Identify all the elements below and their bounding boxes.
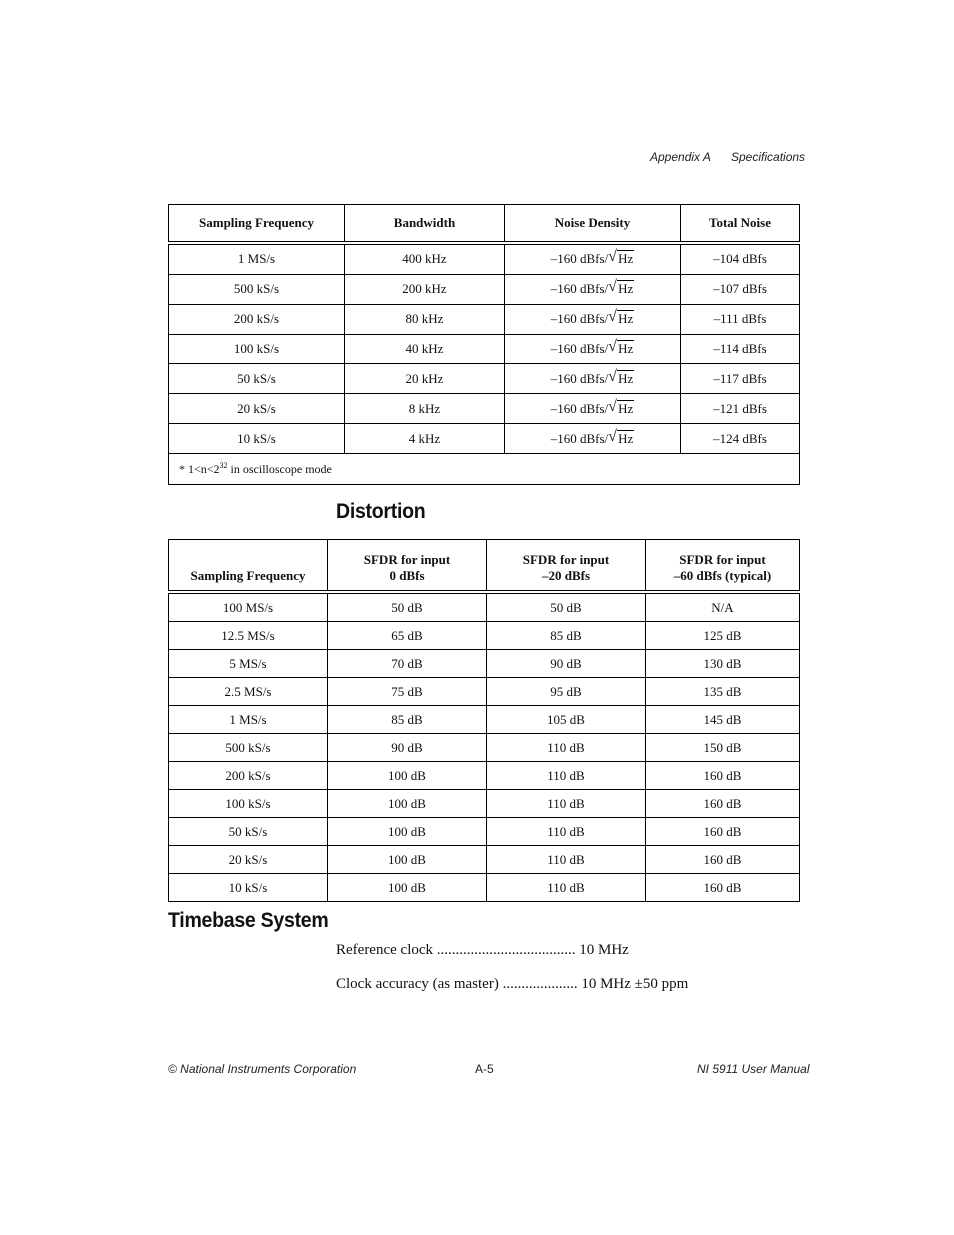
noise-density-cell xyxy=(505,424,681,454)
distortion-cell: 85 dB xyxy=(487,622,646,650)
sqrt-hz xyxy=(608,338,634,357)
noise-header-cell: Bandwidth xyxy=(345,205,505,244)
header-line2: –20 dBfs xyxy=(541,568,591,583)
sqrt-icon: √ xyxy=(608,248,617,266)
sqrt-icon: √ xyxy=(608,397,617,415)
table-row xyxy=(169,818,800,846)
distortion-cell: 12.5 MS/s xyxy=(169,622,328,650)
distortion-cell: 110 dB xyxy=(487,874,646,902)
footer-copyright: © National Instruments Corporation xyxy=(168,1062,357,1076)
sqrt-icon: √ xyxy=(608,367,617,385)
header-line1: SFDR for input xyxy=(363,552,451,567)
distortion-header-cell xyxy=(487,540,646,593)
noise-bandwidth-cell: 80 kHz xyxy=(345,304,505,334)
table-row xyxy=(169,394,800,424)
spec-reference-clock: Reference clock ..................................... 10 MHz xyxy=(336,942,629,958)
noise-freq-cell: 50 kS/s xyxy=(169,364,345,394)
density-unit: Hz xyxy=(618,370,634,386)
noise-total-cell: –107 dBfs xyxy=(681,274,800,304)
distortion-cell: 10 kS/s xyxy=(169,874,328,902)
noise-footnote xyxy=(169,454,800,485)
noise-density-cell xyxy=(505,364,681,394)
noise-freq-cell: 1 MS/s xyxy=(169,243,345,274)
density-unit: Hz xyxy=(618,281,634,297)
spec-clock-accuracy: Clock accuracy (as master) .................... 10 MHz ±50 ppm xyxy=(336,976,689,992)
distortion-cell: 50 dB xyxy=(487,592,646,622)
distortion-cell: 50 kS/s xyxy=(169,818,328,846)
footer-page-number: A-5 xyxy=(475,1062,494,1076)
distortion-cell: 200 kS/s xyxy=(169,762,328,790)
distortion-cell: 145 dB xyxy=(646,706,800,734)
distortion-cell: 65 dB xyxy=(328,622,487,650)
noise-header-cell: Noise Density xyxy=(505,205,681,244)
noise-header-row xyxy=(169,205,800,244)
noise-bandwidth-cell: 20 kHz xyxy=(345,364,505,394)
distortion-title: Distortion xyxy=(336,500,426,523)
distortion-cell: 70 dB xyxy=(328,650,487,678)
noise-table xyxy=(168,204,800,485)
sqrt-icon: √ xyxy=(608,338,617,355)
sqrt-hz xyxy=(608,367,634,387)
distortion-cell: 1 MS/s xyxy=(169,706,328,734)
density-prefix: –160 dBfs/ xyxy=(550,430,609,446)
noise-body xyxy=(169,243,800,454)
noise-header-cell: Sampling Frequency xyxy=(169,205,345,244)
distortion-cell: 100 dB xyxy=(328,846,487,874)
density-unit: Hz xyxy=(618,430,634,446)
noise-bandwidth-cell: 400 kHz xyxy=(345,243,505,274)
distortion-cell: N/A xyxy=(646,592,800,622)
table-row xyxy=(169,592,800,622)
table-row xyxy=(169,650,800,678)
header-line1: Sampling Frequency xyxy=(190,568,306,583)
sqrt-icon: √ xyxy=(608,427,617,445)
noise-bandwidth-cell: 4 kHz xyxy=(345,424,505,454)
table-row xyxy=(169,790,800,818)
noise-freq-cell: 500 kS/s xyxy=(169,274,345,304)
noise-total-cell: –117 dBfs xyxy=(681,364,800,394)
noise-density-cell xyxy=(505,243,681,274)
distortion-cell: 130 dB xyxy=(646,650,800,678)
footnote-suffix: in oscilloscope mode xyxy=(227,462,332,476)
noise-header-cell: Total Noise xyxy=(681,205,800,244)
sqrt-hz xyxy=(608,248,634,267)
noise-freq-cell: 20 kS/s xyxy=(169,394,345,424)
density-unit: Hz xyxy=(618,400,634,416)
density-prefix: –160 dBfs/ xyxy=(550,370,609,386)
noise-freq-cell: 200 kS/s xyxy=(169,304,345,334)
table-row xyxy=(169,424,800,454)
distortion-header-cell xyxy=(328,540,487,593)
noise-freq-cell: 100 kS/s xyxy=(169,334,345,364)
distortion-cell: 2.5 MS/s xyxy=(169,678,328,706)
header-appendix: Appendix A xyxy=(650,150,711,164)
distortion-cell: 50 dB xyxy=(328,592,487,622)
distortion-table xyxy=(168,539,800,902)
distortion-cell: 110 dB xyxy=(487,734,646,762)
header-line1: SFDR for input xyxy=(522,552,610,567)
distortion-header-row xyxy=(169,540,800,593)
density-prefix: –160 dBfs/ xyxy=(550,281,609,297)
distortion-cell: 160 dB xyxy=(646,818,800,846)
distortion-cell: 500 kS/s xyxy=(169,734,328,762)
noise-density-cell xyxy=(505,394,681,424)
timebase-title: Timebase System xyxy=(168,909,329,932)
density-unit: Hz xyxy=(618,251,634,267)
table-row xyxy=(169,706,800,734)
noise-freq-cell: 10 kS/s xyxy=(169,424,345,454)
distortion-body xyxy=(169,592,800,902)
noise-total-cell: –124 dBfs xyxy=(681,424,800,454)
table-row xyxy=(169,334,800,364)
sqrt-hz xyxy=(608,427,634,447)
table-row xyxy=(169,274,800,304)
distortion-cell: 100 dB xyxy=(328,790,487,818)
table-row xyxy=(169,874,800,902)
distortion-cell: 90 dB xyxy=(487,650,646,678)
distortion-cell: 20 kS/s xyxy=(169,846,328,874)
table-row xyxy=(169,678,800,706)
distortion-cell: 160 dB xyxy=(646,874,800,902)
distortion-cell: 160 dB xyxy=(646,762,800,790)
header-line1: SFDR for input xyxy=(679,552,766,567)
sqrt-icon: √ xyxy=(608,308,617,326)
noise-density-cell xyxy=(505,304,681,334)
distortion-cell: 160 dB xyxy=(646,846,800,874)
distortion-cell: 100 dB xyxy=(328,874,487,902)
distortion-cell: 125 dB xyxy=(646,622,800,650)
density-prefix: –160 dBfs/ xyxy=(550,311,609,327)
footnote-sup: 32 xyxy=(219,461,228,470)
noise-total-cell: –121 dBfs xyxy=(681,394,800,424)
density-prefix: –160 dBfs/ xyxy=(550,341,609,356)
distortion-cell: 110 dB xyxy=(487,818,646,846)
footnote-prefix: * 1<n<2 xyxy=(179,462,220,476)
table-row xyxy=(169,734,800,762)
header-section: Specifications xyxy=(731,150,806,164)
distortion-cell: 100 dB xyxy=(328,762,487,790)
table-row xyxy=(169,762,800,790)
table-row xyxy=(169,364,800,394)
table-row xyxy=(169,243,800,274)
table-row xyxy=(169,304,800,334)
distortion-cell: 5 MS/s xyxy=(169,650,328,678)
distortion-cell: 100 kS/s xyxy=(169,790,328,818)
header-line2: 0 dBfs xyxy=(389,568,425,583)
distortion-cell: 95 dB xyxy=(487,678,646,706)
sqrt-hz xyxy=(608,308,634,327)
distortion-header-cell xyxy=(169,540,328,593)
noise-density-cell xyxy=(505,334,681,364)
distortion-cell: 135 dB xyxy=(646,678,800,706)
distortion-cell: 110 dB xyxy=(487,790,646,818)
distortion-cell: 100 dB xyxy=(328,818,487,846)
noise-total-cell: –114 dBfs xyxy=(681,334,800,364)
distortion-cell: 85 dB xyxy=(328,706,487,734)
noise-bandwidth-cell: 40 kHz xyxy=(345,334,505,364)
header-line2: –60 dBfs (typical) xyxy=(673,568,772,583)
distortion-cell: 110 dB xyxy=(487,762,646,790)
density-prefix: –160 dBfs/ xyxy=(550,400,609,416)
distortion-cell: 105 dB xyxy=(487,706,646,734)
sqrt-icon: √ xyxy=(608,278,617,296)
noise-total-cell: –104 dBfs xyxy=(681,243,800,274)
noise-density-cell xyxy=(505,274,681,304)
distortion-header-cell xyxy=(646,540,800,593)
sqrt-hz xyxy=(608,397,634,417)
table-row xyxy=(169,622,800,650)
footer-manual-title: NI 5911 User Manual xyxy=(697,1062,810,1076)
noise-footnote-row xyxy=(169,454,800,485)
noise-total-cell: –111 dBfs xyxy=(681,304,800,334)
distortion-cell: 90 dB xyxy=(328,734,487,762)
distortion-cell: 100 MS/s xyxy=(169,592,328,622)
distortion-cell: 160 dB xyxy=(646,790,800,818)
density-unit: Hz xyxy=(618,311,634,327)
distortion-cell: 75 dB xyxy=(328,678,487,706)
noise-bandwidth-cell: 8 kHz xyxy=(345,394,505,424)
noise-bandwidth-cell: 200 kHz xyxy=(345,274,505,304)
table-row xyxy=(169,846,800,874)
density-prefix: –160 dBfs/ xyxy=(550,251,609,267)
density-unit: Hz xyxy=(618,341,634,356)
distortion-cell: 110 dB xyxy=(487,846,646,874)
sqrt-hz xyxy=(608,278,634,297)
distortion-cell: 150 dB xyxy=(646,734,800,762)
